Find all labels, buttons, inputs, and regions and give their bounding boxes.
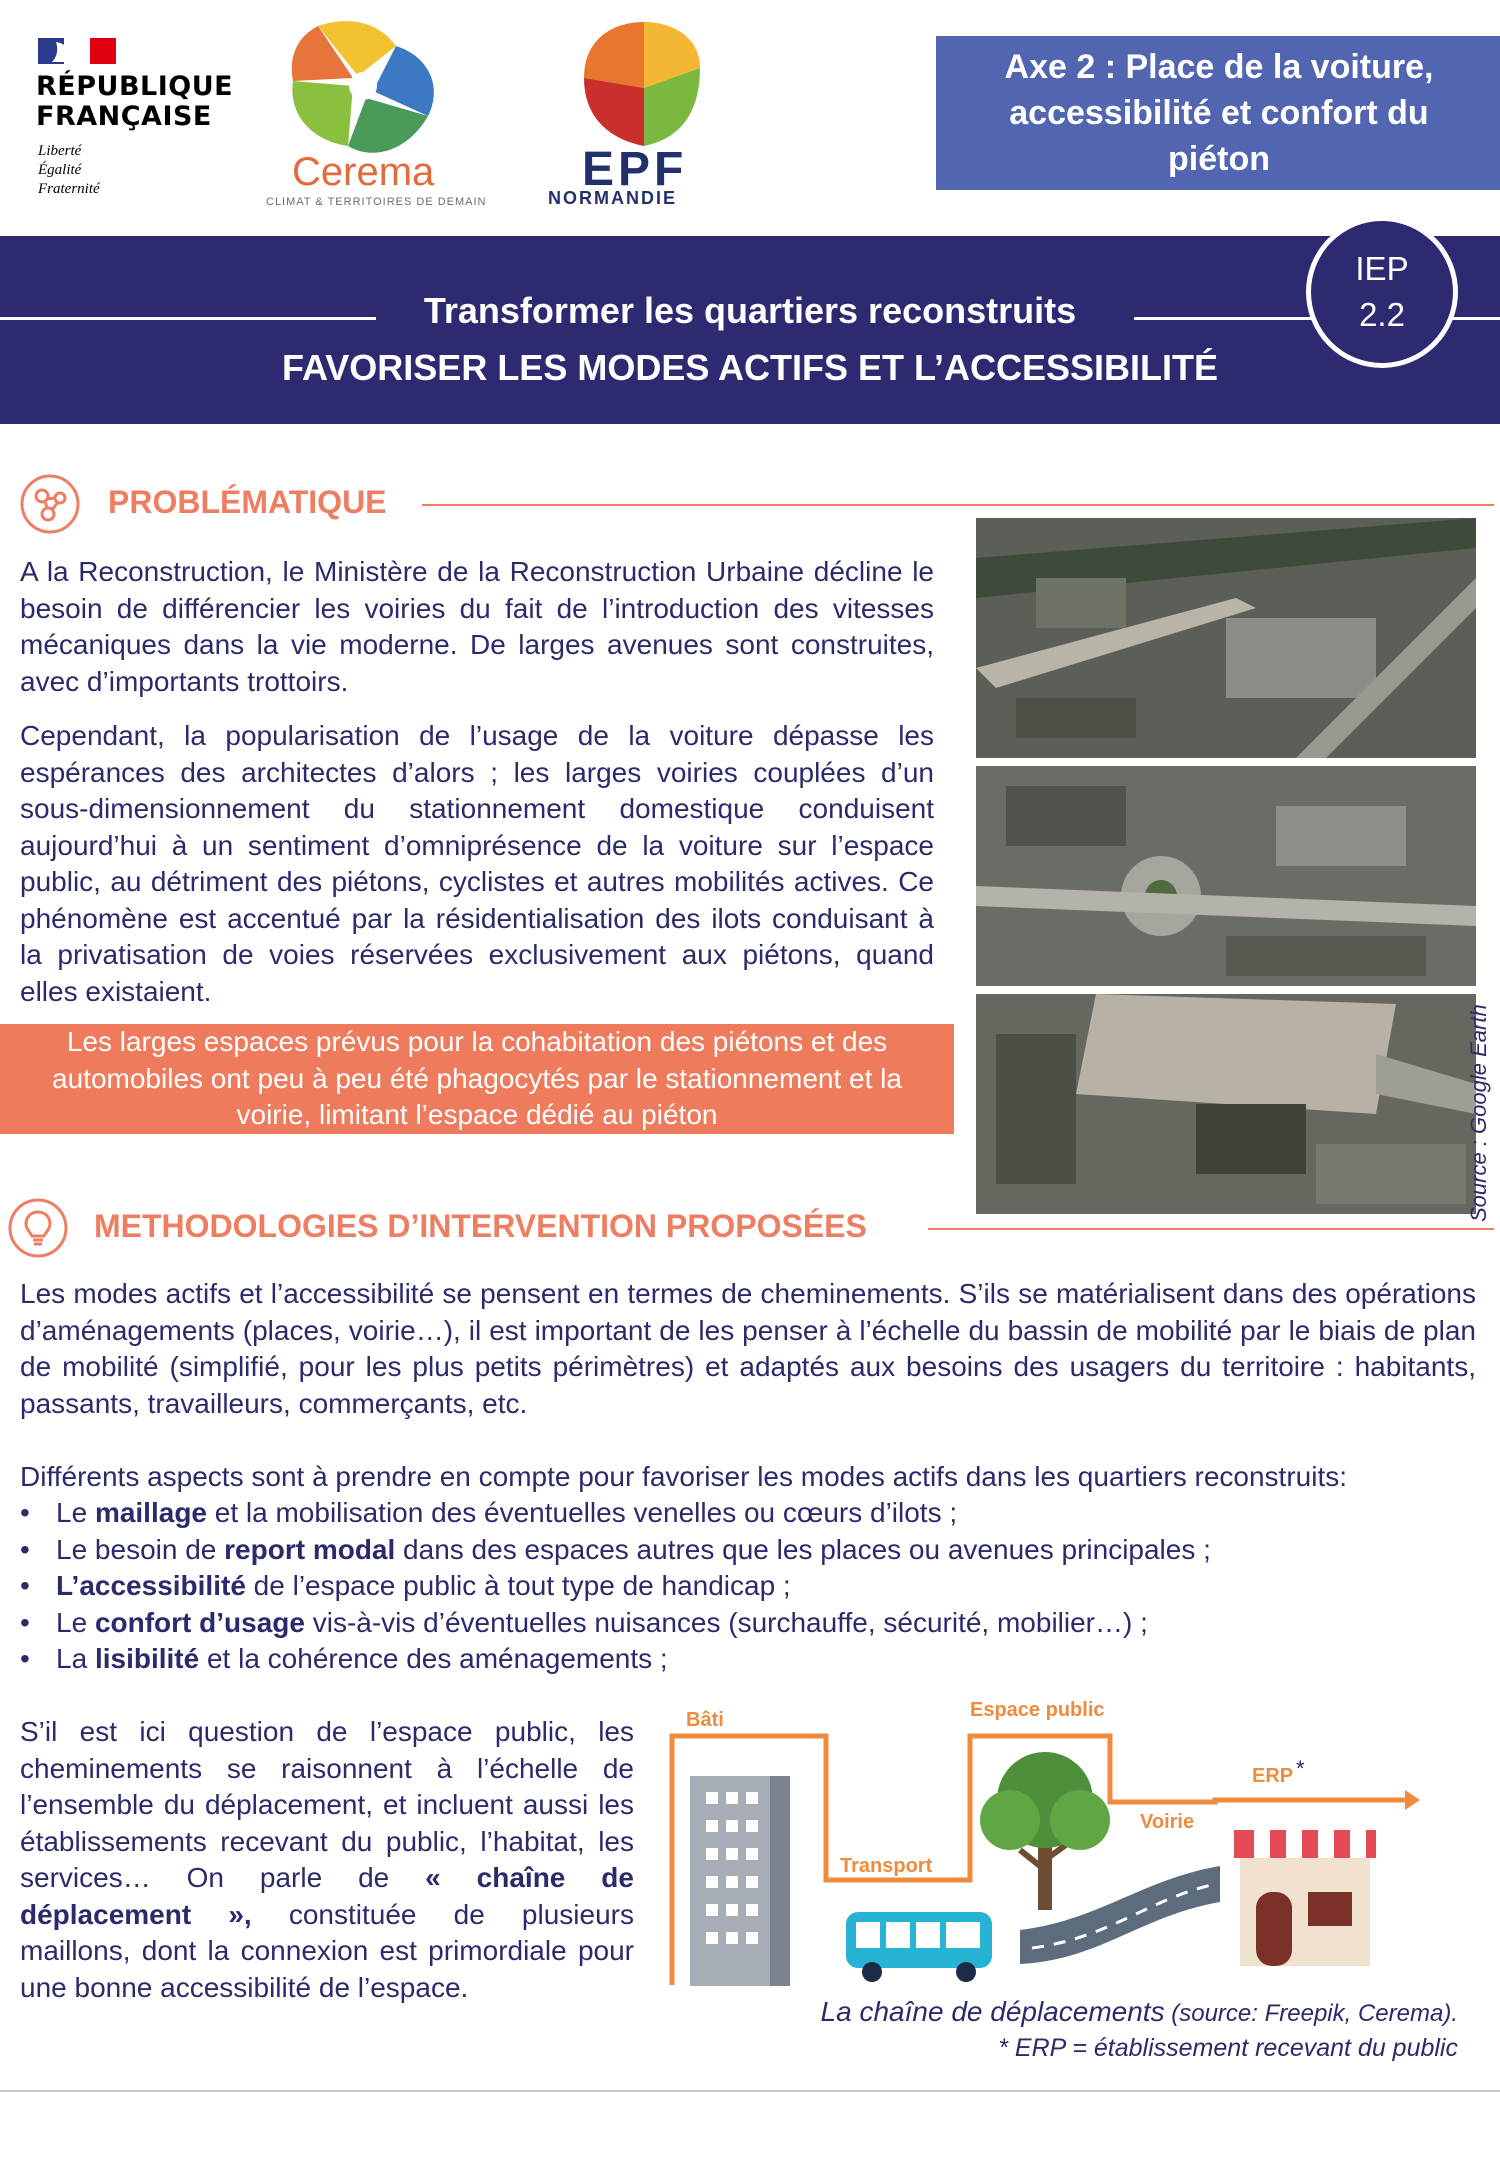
aerial-photo-2 [976, 766, 1476, 986]
iep-badge [1306, 216, 1458, 368]
iep-label: IEP [1355, 250, 1409, 287]
list-item: • Le confort d’usage vis-à-vis d’éventuelles nuisances (surchauffe, sécurité, mobilier…) ; [20, 1605, 1476, 1642]
axe-title-box [936, 36, 1500, 190]
list-item: • L’accessibilité de l’espace public à tout type de handicap ; [20, 1568, 1476, 1605]
label-erp-star: * [1296, 1756, 1305, 1781]
methodologies-rule [928, 1228, 1494, 1230]
shop-icon [1234, 1830, 1376, 1966]
label-erp: ERP [1252, 1765, 1294, 1787]
label-espace-public: Espace public [970, 1699, 1105, 1721]
cerema-tagline: CLIMAT & TERRITOIRES DE DEMAIN [266, 196, 487, 208]
methodologies-paragraph-3: S’il est ici question de l’espace public, les cheminements se raisonnent à l’échelle de l’ensemble du déplacement, et incluent aussi les établissements recevant du public, l’habitat, les services… On parle de « chaîne de déplacement », constituée de plusieurs maillons, dont la connexion est primordiale pour une bonne accessibilité de l’espace. [20, 1716, 634, 2003]
aspects-list [20, 1495, 1476, 1678]
erp-footnote: * ERP = établissement recevant du public [998, 2034, 1458, 2062]
aerial-photo-3 [976, 994, 1476, 1214]
list-item: • La lisibilité et la cohérence des aménagements ; [20, 1641, 1476, 1678]
photo-source: Source : Google Earth [1466, 1004, 1491, 1222]
bus-icon [846, 1912, 992, 1982]
list-item: • Le maillage et la mobilisation des éventuelles venelles ou cœurs d’ilots ; [20, 1495, 1476, 1532]
marianne-logo [38, 38, 116, 64]
problematique-paragraph-1: A la Reconstruction, le Ministère de la Reconstruction Urbaine décline le besoin de différencier les voiries du fait de l’introduction des vitesses mécaniques dans la vie moderne. De larges avenues sont construites, avec d’importants trottoirs. [20, 556, 934, 697]
lightbulb-icon [8, 1198, 68, 1258]
footer-rule [0, 2090, 1500, 2092]
problematique-paragraph-2: Cependant, la popularisation de l’usage de la voiture dépasse les espérances des architectes d’alors ; les larges voiries couplées d’un sous-dimensionnement du stationnement domestique conduisent aujourd’hui à un sentiment d’omniprésence de la voiture sur l’espace public, au détriment des piétons, cyclistes et autres mobilités actives. Ce phénomène est accentué par la résidentialisation des ilots conduisant à la privatisation de voies réservées exclusivement aux piétons, quand elles existaient. [20, 720, 934, 1007]
methodologies-paragraph-2: Différents aspects sont à prendre en compte pour favoriser les modes actifs dans les quartiers reconstruits: [20, 1461, 1348, 1492]
aerial-photo-1 [976, 518, 1476, 758]
cerema-wordmark: Cerema [292, 150, 435, 194]
axe-line-2: accessibilité et confort du [1009, 94, 1429, 132]
label-voirie: Voirie [1140, 1811, 1195, 1833]
epf-logo-mark [574, 18, 706, 150]
republic-motto [38, 142, 100, 199]
methodologies-title: METHODOLOGIES D’INTERVENTION PROPOSÉES [94, 1208, 867, 1244]
motto-liberte: Liberté [38, 143, 82, 159]
republique-francaise-title [36, 72, 233, 132]
callout-text: Les larges espaces prévus pour la cohabitation des piétons et des automobiles ont peu à peu été phagocytés par le stationnement et la voirie, limitant l’espace dédié au piéton [52, 1026, 902, 1131]
label-transport: Transport [840, 1855, 933, 1877]
building-icon [690, 1776, 790, 1986]
list-item: • Le besoin de report modal dans des espaces autres que les places ou avenues principales ; [20, 1532, 1476, 1569]
key-finding-callout [0, 1024, 954, 1134]
motto-egalite: Égalité [38, 162, 82, 178]
tree-icon [980, 1752, 1110, 1910]
iep-number: 2.2 [1359, 296, 1405, 333]
chain-caption: La chaîne de déplacements (source: Freepik, Cerema). [820, 1996, 1458, 2027]
banner-title: FAVORISER LES MODES ACTIFS ET L’ACCESSIBILITÉ [281, 347, 1219, 388]
methodologies-paragraph-1: Les modes actifs et l’accessibilité se pensent en termes de cheminements. S’ils se matérialisent dans des opérations d’aménagements (places, voirie…), il est important de les penser à l’échelle du bassin de mobilité par le biais de plan de mobilité (simplifié, pour les plus petits périmètres) et adaptés aux besoins des usagers du territoire : habitants, passants, travailleurs, commerçants, etc. [20, 1278, 1476, 1419]
axe-line-1: Axe 2 : Place de la voiture, [1004, 48, 1434, 86]
network-icon [20, 474, 80, 534]
banner-subtitle: Transformer les quartiers reconstruits [423, 290, 1077, 331]
epf-wordmark: EPF [582, 143, 688, 196]
motto-fraternite: Fraternité [38, 181, 100, 197]
chain-diagram [660, 1680, 1420, 1990]
label-bati: Bâti [686, 1709, 724, 1731]
problematique-rule [422, 504, 1494, 506]
axe-line-3: piéton [1168, 140, 1270, 178]
rf-line-1: RÉPUBLIQUE [36, 71, 234, 102]
problematique-title: PROBLÉMATIQUE [108, 484, 387, 520]
rf-line-2: FRANÇAISE [36, 101, 212, 132]
epf-region: NORMANDIE [548, 188, 677, 208]
cerema-logo-mark [278, 16, 452, 166]
